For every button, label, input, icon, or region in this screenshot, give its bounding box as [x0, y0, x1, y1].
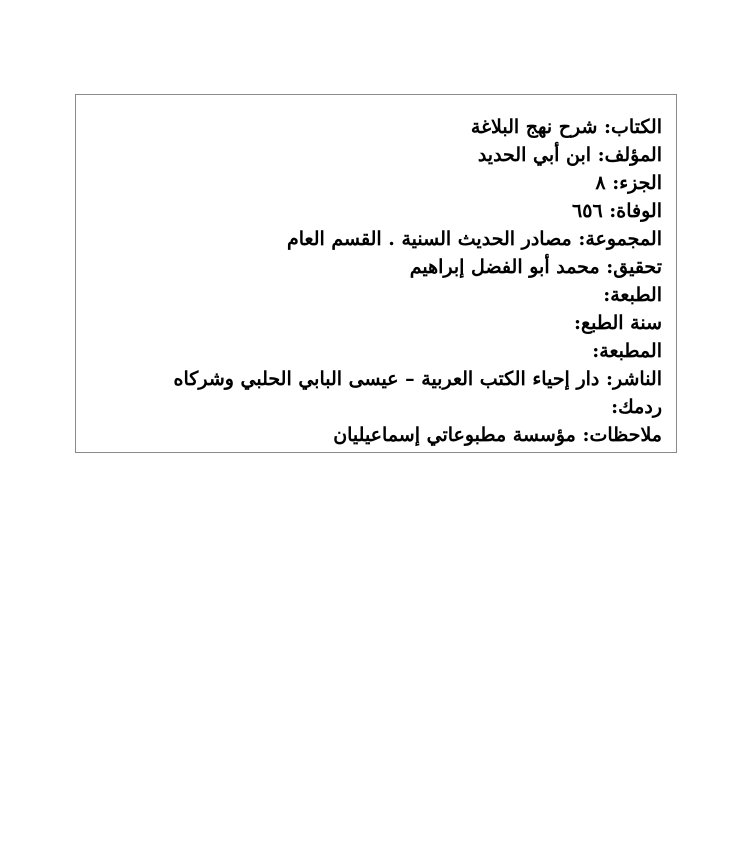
collection-text: المجموعة: مصادر الحديث السنية . القسم العام: [286, 228, 662, 250]
isbn-line: [90, 393, 662, 421]
print-year-line: [90, 309, 662, 337]
publisher-text: الناشر: دار إحياء الكتب العربية – عيسى البابي الحلبي وشركاه: [173, 368, 662, 390]
book-title-text: الكتاب: شرح نهج البلاغة: [470, 116, 662, 138]
press-line: [90, 337, 662, 365]
death-year-line: [90, 197, 662, 225]
editor-text: تحقيق: محمد أبو الفضل إبراهيم: [409, 256, 662, 278]
isbn-text: ردمك:: [611, 396, 662, 418]
notes-text: ملاحظات: مؤسسة مطبوعاتي إسماعيليان: [333, 424, 662, 446]
editor-line: [90, 253, 662, 281]
notes-line: [90, 421, 662, 449]
author-line: [90, 141, 662, 169]
collection-line: [90, 225, 662, 253]
book-title-line: [90, 113, 662, 141]
volume-text: الجزء: ٨: [595, 172, 662, 194]
volume-line: [90, 169, 662, 197]
print-year-text: سنة الطبع:: [574, 312, 662, 334]
book-info-card: [75, 94, 677, 453]
death-year-text: الوفاة: ٦٥٦: [572, 200, 662, 222]
publisher-line: [90, 365, 662, 393]
edition-line: [90, 281, 662, 309]
edition-text: الطبعة:: [603, 284, 662, 306]
press-text: المطبعة:: [592, 340, 662, 362]
author-text: المؤلف: ابن أبي الحديد: [477, 144, 662, 166]
